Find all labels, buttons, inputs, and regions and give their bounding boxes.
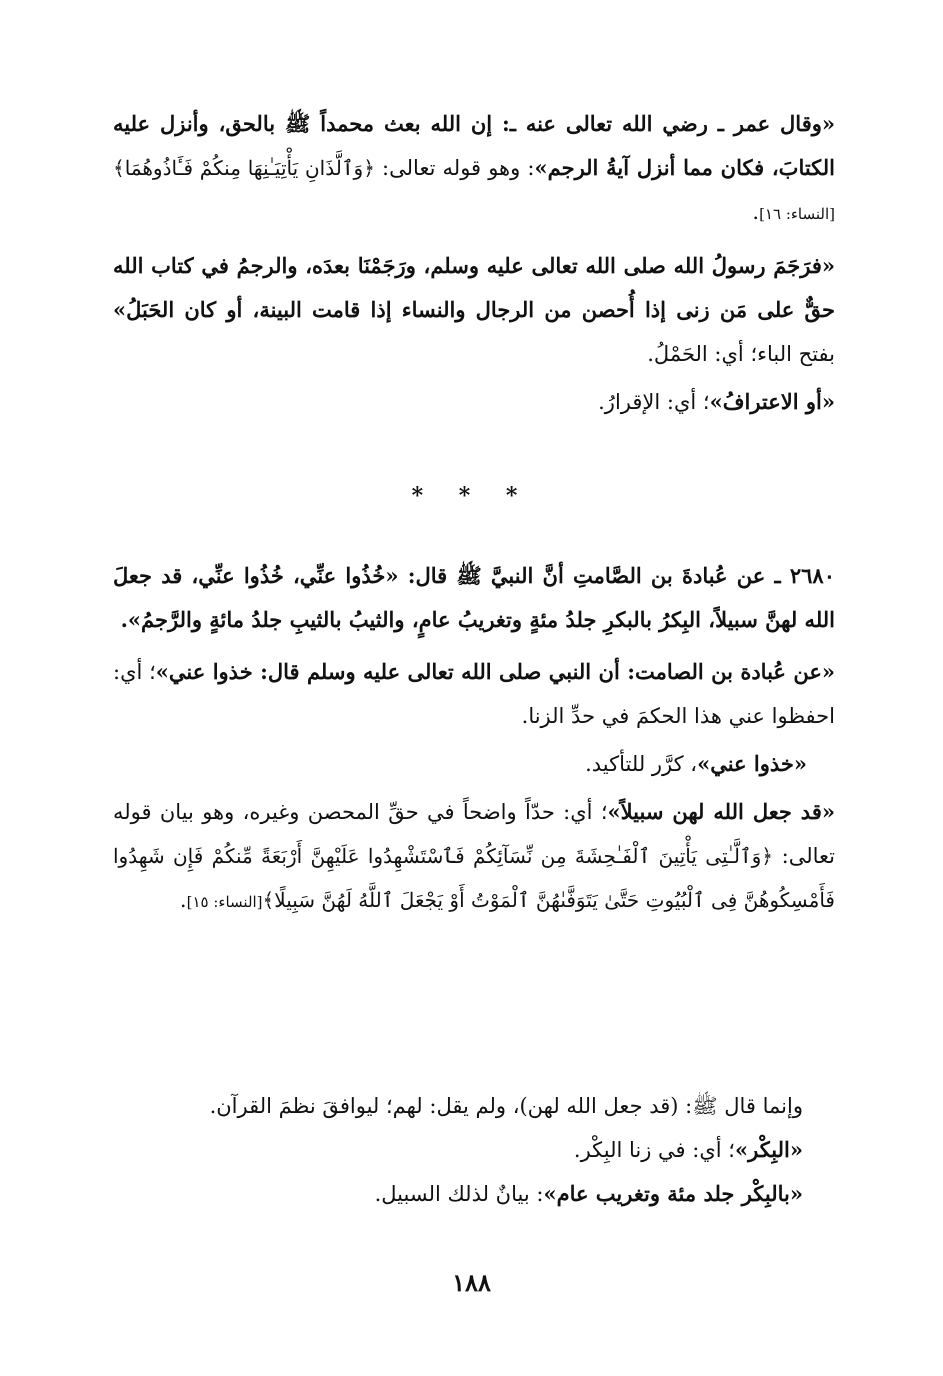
- quote-body: ، كرَّر للتأكيد.: [585, 752, 698, 776]
- paragraph-umar-quote: [113, 102, 835, 236]
- quote-lead: «فرَجَمَ رسولُ الله صلى الله تعالى عليه وسلم، ورَجَمْنَا بعدَه، والرجمُ في كتاب الله حقٌّ على مَن زنى إذا أُحصن من الرجال والنساء إذا قامت البينة، أو كان الحَبَلُ»: [113, 253, 835, 322]
- commentary-line: [113, 1084, 803, 1128]
- quote-body: ؛ أي: احفظوا عني هذا الحكمَ في حدِّ الزنا.: [113, 660, 835, 728]
- verse-source: [النساء: ١٦]: [759, 205, 835, 223]
- commentary-paragraph: [113, 650, 835, 738]
- hadith-section: [113, 554, 835, 924]
- sentence-end: .: [752, 200, 760, 224]
- page-number: ١٨٨: [452, 1268, 491, 1297]
- quote-lead: «بالبِكْر جلد مئة وتغريب عام»: [543, 1181, 803, 1206]
- section-separator: * * *: [411, 483, 532, 509]
- quote-lead: «عن عُبادة بن الصامت: أن النبي صلى الله تعالى عليه وسلم قال: خذوا عني»: [155, 659, 835, 684]
- hadith-text: [113, 554, 835, 642]
- hadith-number: ٢٦٨٠: [789, 563, 835, 588]
- quote-lead: «أو الاعترافُ»: [709, 389, 835, 414]
- opening-section: [113, 102, 835, 424]
- closing-section: [113, 1084, 803, 1216]
- quote-body: بفتح الباء؛ أي: الحَمْلُ.: [647, 342, 835, 366]
- commentary-line: [113, 1172, 803, 1216]
- quote-lead: «وقال عمر ـ رضي الله تعالى عنه ـ: إن الله بعث محمداً ﷺ بالحق، وأنزل عليه الكتابَ، فكان مما أنزل آيةُ الرجم»: [113, 111, 836, 180]
- quote-lead: «قد جعل الله لهن سبيلاً»: [607, 799, 835, 824]
- paragraph-confession: [113, 380, 835, 424]
- verse-source: [النساء: ١٥]: [186, 893, 263, 911]
- quote-body: ؛ أي: في زنا البِكْر.: [573, 1138, 735, 1162]
- quran-verse: ﴿وَٱلَّذَانِ يَأْتِيَـٰنِهَا مِنكُمْ فَـَٔاذُوهُمَا﴾: [113, 156, 375, 180]
- quote-body: ؛ أي: الإقرارُ.: [598, 390, 710, 414]
- sentence-end: .: [179, 888, 187, 912]
- quote-body: : بيانٌ لذلك السبيل.: [374, 1182, 544, 1206]
- quote-lead: «خذوا عني»: [697, 751, 807, 776]
- quote-body: وإنما قال ﷺ: (قد جعل الله لهن)، ولم يقل: لهم؛ ليوافقَ نظمَ القرآن.: [209, 1094, 803, 1118]
- quote-body: ؛ أي: حدّاً واضحاً في حقِّ المحصن وغيره، وهو بيان قوله تعالى:: [113, 800, 835, 868]
- quran-verse: ﴿وَٱلَّـٰتِى يَأْتِينَ ٱلْفَـٰحِشَةَ مِن نِّسَآئِكُمْ فَٱسْتَشْهِدُوا عَلَيْهِنَّ أَرْبَعَةً مِّنكُمْ فَإِن شَهِدُوا فَأَمْسِكُوهُنَّ فِى ٱلْبُيُوتِ حَتَّىٰ يَتَوَفَّىٰهُنَّ ٱلْمَوْتُ أَوْ يَجْعَلَ ٱللَّهُ لَهُنَّ سَبِيلًا﴾: [113, 844, 835, 912]
- commentary-paragraph: [113, 742, 835, 786]
- commentary-line: [113, 1128, 803, 1172]
- paragraph-rajm: [113, 244, 835, 376]
- commentary-paragraph: [113, 790, 835, 924]
- quote-lead: «البِكْر»: [734, 1137, 803, 1162]
- quote-body: : وهو قوله تعالى:: [374, 156, 535, 180]
- hadith-body: ـ عن عُبادةَ بن الصَّامتِ أنَّ النبيَّ ﷺ قال: «خُذُوا عنِّي، خُذُوا عنِّي، قد جعلَ الله لهنَّ سبيلاً، البِكرُ بالبكرِ جلدُ مئةٍ وتغريبُ عامٍ، والثيبُ بالثيبِ جلدُ مائةٍ والرَّجمُ».: [113, 563, 835, 632]
